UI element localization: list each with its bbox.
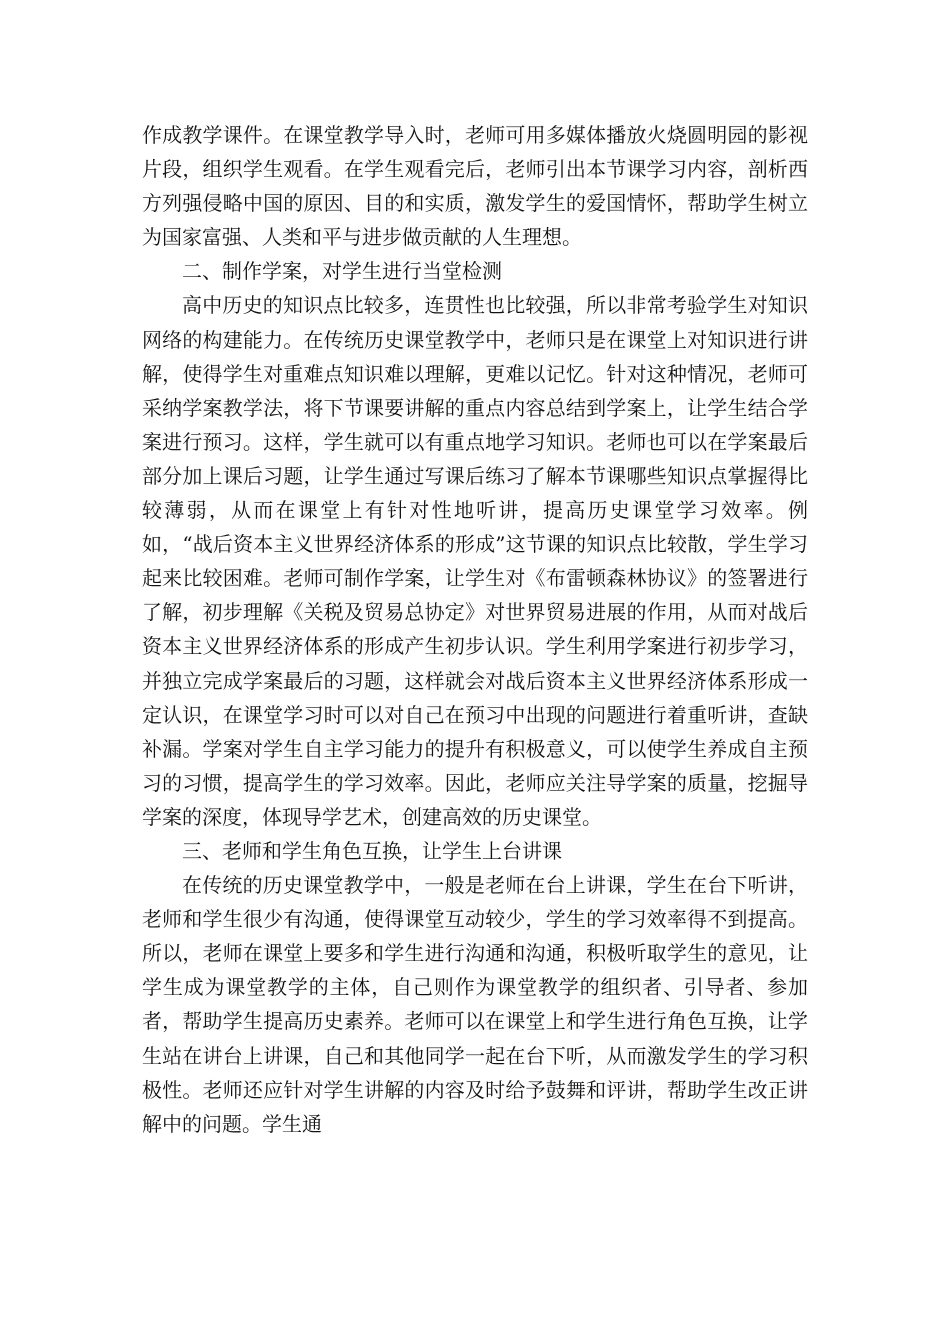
paragraph-section-3: 在传统的历史课堂教学中，一般是老师在台上讲课，学生在台下听讲，老师和学生很少有沟通，使得课堂互动较少，学生的学习效率得不到提高。所以，老师在课堂上要多和学生进行沟通和沟通，积极听取学生的意见，让学生成为课堂教学的主体，自己则作为课堂教学的组织者、引导者、参加者，帮助学生提高历史素养。老师可以在课堂上和学生进行角色互换，让学生站在讲台上讲课，自己和其他同学一起在台下听，从而激发学生的学习积极性。老师还应针对学生讲解的内容及时给予鼓舞和评讲，帮助学生改正讲解中的问题。学生通 [142, 873, 808, 1136]
document-page [142, 118, 808, 1141]
section-heading-3: 三、老师和学生角色互换，让学生上台讲课 [182, 838, 562, 863]
section-heading-2: 二、制作学案，对学生进行当堂检测 [182, 259, 502, 284]
paragraph-continued-intro: 作成教学课件。在课堂教学导入时，老师可用多媒体播放火烧圆明园的影视片段，组织学生观看。在学生观看完后，老师引出本节课学习内容，剖析西方列强侵略中国的原因、目的和实质，激发学生的爱国情怀，帮助学生树立为国家富强、人类和平与进步做贡献的人生理想。 [142, 123, 808, 250]
paragraph-section-2: 高中历史的知识点比较多，连贯性也比较强，所以非常考验学生对知识网络的构建能力。在传统历史课堂教学中，老师只是在课堂上对知识进行讲解，使得学生对重难点知识难以理解，更难以记忆。针对这种情况，老师可采纳学案教学法，将下节课要讲解的重点内容总结到学案上，让学生结合学案进行预习。这样，学生就可以有重点地学习知识。老师也可以在学案最后部分加上课后习题，让学生通过写课后练习了解本节课哪些知识点掌握得比较薄弱，从而在课堂上有针对性地听讲，提高历史课堂学习效率。例如，“战后资本主义世界经济体系的形成”这节课的知识点比较散，学生学习起来比较困难。老师可制作学案，让学生对《布雷顿森林协议》的签署进行了解，初步理解《关税及贸易总协定》对世界贸易进展的作用，从而对战后资本主义世界经济体系的形成产生初步认识。学生利用学案进行初步学习，并独立完成学案最后的习题，这样就会对战后资本主义世界经济体系形成一定认识，在课堂学习时可以对自己在预习中出现的问题进行着重听讲，查缺补漏。学案对学生自主学习能力的提升有积极意义，可以使学生养成自主预习的习惯，提高学生的学习效率。因此，老师应关注导学案的质量，挖掘导学案的深度，体现导学艺术，创建高效的历史课堂。 [142, 293, 808, 829]
